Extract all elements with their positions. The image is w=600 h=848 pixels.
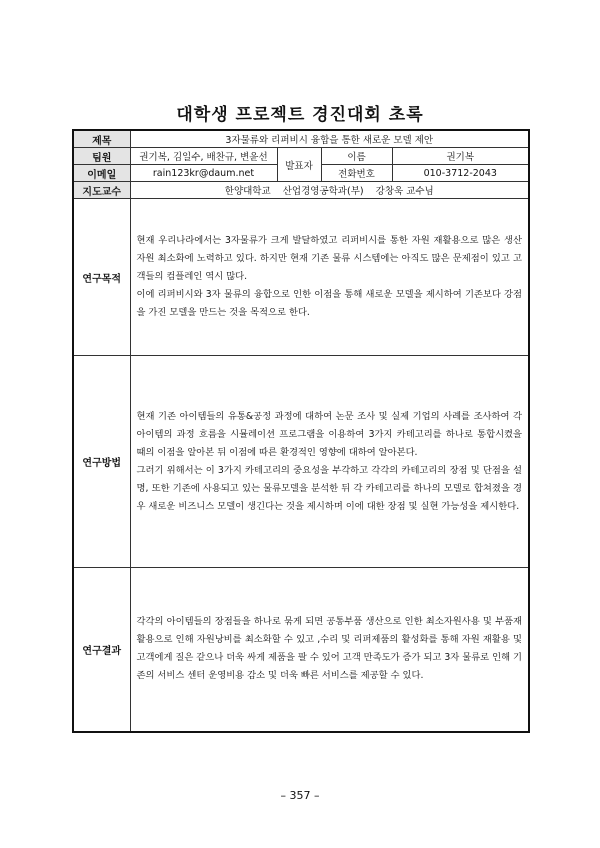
presenter-name-value: 권기복 — [392, 148, 529, 165]
purpose-row — [73, 199, 529, 356]
method-paragraph-1: 현재 기존 아이템들의 유통&공정 과정에 대하여 논문 조사 및 실제 기업의 사례를 조사하여 각 아이템의 과정 흐름을 시뮬레이션 프로그램을 이용하여 3가지 카테고리를 하나로 통합시켰을 때의 이점을 알아본 뒤 이점에 따른 환경적인 영향에 대하여 알아본다. — [136, 410, 523, 458]
name-label: 이름 — [321, 148, 392, 165]
title-row — [73, 130, 529, 148]
purpose-body — [130, 199, 529, 356]
method-body — [130, 356, 529, 568]
purpose-label: 연구목적 — [73, 199, 130, 356]
team-label: 팀원 — [73, 148, 130, 165]
advisor-value: 한양대학교 산업경영공학과(부) 강창욱 교수님 — [130, 182, 529, 199]
purpose-paragraph-1: 현재 우리나라에서는 3자물류가 크게 발달하였고 리퍼비시를 통한 자원 재활용으로 많은 생산 자원 최소화에 노력하고 있다. 하지만 현재 기존 물류 시스템에는 아직도 많은 문제점이 있고 고객들의 컴플레인 역시 많다. — [136, 235, 523, 282]
project-title-value: 3자물류와 리퍼비시 융합을 통한 새로운 모델 제안 — [130, 130, 529, 148]
result-paragraph-1: 각각의 아이템들의 장점들을 하나로 묶게 되면 공통부품 생산으로 인한 최소자원사용 및 부품재활용으로 인해 자원낭비를 최소화할 수 있고 ,수리 및 리퍼제품의 활성화를 통해 자원 재활용 및 고객에게 질은 같으나 더욱 싸게 제품을 팔 수 있어 고객 만족도가 증가 되고 3자 물류로 인해 기존의 서비스 센터 운영비용 감소 및 더욱 빠른 서비스를 제공할 수 있다. — [136, 616, 523, 682]
page-number: – 357 – — [280, 789, 320, 802]
method-paragraph-2: 그러기 위해서는 이 3가지 카테고리의 중요성을 부각하고 각각의 카테고리의 장점 및 단점을 설명, 또한 기존에 사용되고 있는 물류모델을 분석한 뒤 각 카테고리를 하나의 모델로 합쳐졌을 경우 새로운 비즈니스 모델이 생긴다는 것을 제시하며 이에 대한 장점 및 실현 가능성을 제시한다. — [136, 464, 523, 512]
purpose-paragraph-2: 이에 리퍼비시와 3자 물류의 융합으로 인한 이점을 통해 새로운 모델을 제시하여 기존보다 강점을 가진 모델을 만드는 것을 목적으로 한다. — [136, 289, 523, 318]
email-label: 이메일 — [73, 165, 130, 182]
presenter-phone-value: 010-3712-2043 — [392, 165, 529, 182]
page-title: 대학생 프로젝트 경진대회 초록 — [176, 105, 424, 125]
team-row — [73, 148, 529, 165]
team-members-value: 권기복, 김일수, 배찬규, 변윤선 — [130, 148, 277, 165]
result-label: 연구결과 — [73, 568, 130, 732]
advisor-label: 지도교수 — [73, 182, 130, 199]
title-label: 제목 — [73, 130, 130, 148]
presenter-label: 발표자 — [277, 148, 321, 182]
method-row — [73, 356, 529, 568]
result-row — [73, 568, 529, 732]
abstract-form-table — [72, 129, 530, 733]
phone-label: 전화번호 — [321, 165, 392, 182]
result-body — [130, 568, 529, 732]
advisor-row — [73, 182, 529, 199]
method-label: 연구방법 — [73, 356, 130, 568]
email-value: rain123kr@daum.net — [130, 165, 277, 182]
